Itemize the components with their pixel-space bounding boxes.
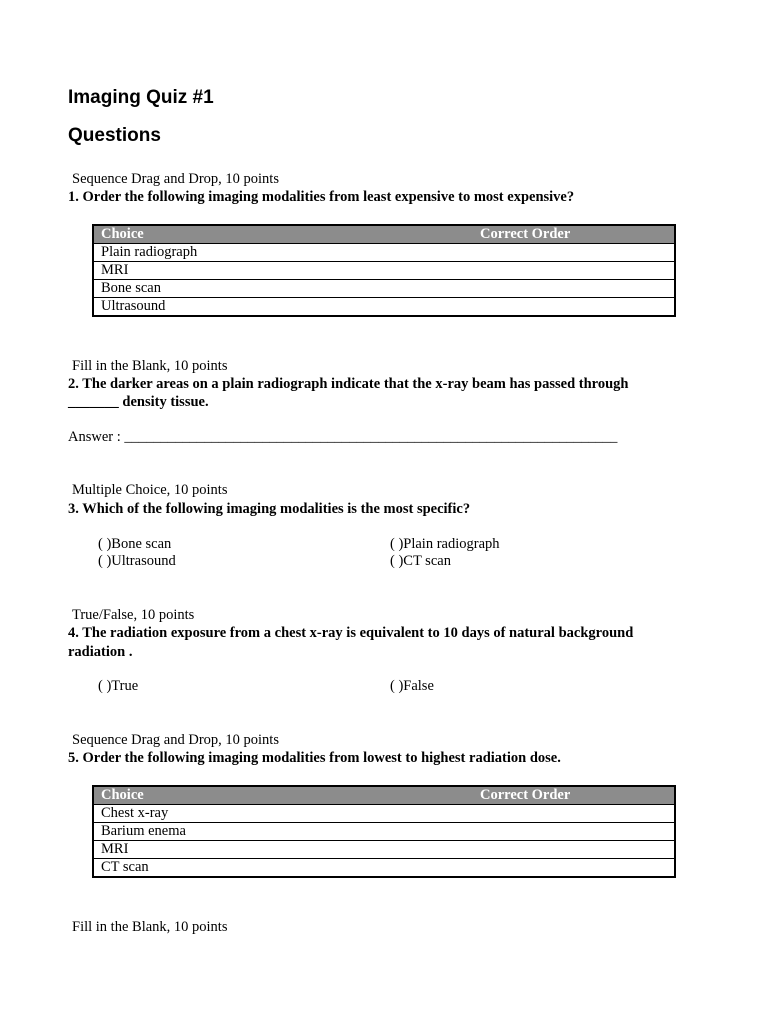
correct-order-header: Correct Order [480,786,675,805]
question-2-text-line2: _______ density tissue. [68,394,209,410]
question-5-text: 5. Order the following imaging modalities from lowest to highest radiation dose. [68,750,561,766]
table-header [93,225,675,244]
table-row[interactable] [93,859,675,878]
correct-order-header: Correct Order [480,225,675,244]
question-3-type: Multiple Choice, 10 points [72,482,228,498]
question-1-type: Sequence Drag and Drop, 10 points [72,171,279,187]
table-row[interactable] [93,244,675,262]
choice-cell[interactable]: MRI [93,262,675,280]
choice-cell[interactable]: Bone scan [93,280,675,298]
table-row[interactable] [93,298,675,317]
choice-header: Choice [93,786,480,805]
table-row[interactable] [93,823,675,841]
question-5-type: Sequence Drag and Drop, 10 points [72,732,279,748]
table-row[interactable] [93,262,675,280]
option-ct-scan[interactable]: ( )CT scan [390,553,451,569]
table-row[interactable] [93,280,675,298]
question-4-type: True/False, 10 points [72,607,195,623]
question-4-text-line2: radiation . [68,644,133,660]
choice-cell[interactable]: Barium enema [93,823,675,841]
table-row[interactable] [93,841,675,859]
question-2-answer-field[interactable]: Answer : ____________________________________________________________________ [68,429,618,445]
quiz-title: Imaging Quiz #1 [68,87,214,108]
question-3-text: 3. Which of the following imaging modalities is the most specific? [68,501,471,517]
choice-cell[interactable]: Plain radiograph [93,244,675,262]
choice-cell[interactable]: MRI [93,841,675,859]
table-header [93,786,675,805]
option-plain-radiograph[interactable]: ( )Plain radiograph [390,536,500,552]
choice-cell[interactable]: CT scan [93,859,675,878]
option-ultrasound[interactable]: ( )Ultrasound [98,553,176,569]
option-false[interactable]: ( )False [390,678,434,694]
question-5-table [92,785,676,878]
question-6-type: Fill in the Blank, 10 points [72,919,228,935]
option-bone-scan[interactable]: ( )Bone scan [98,536,172,552]
question-1-text: 1. Order the following imaging modalities from least expensive to most expensive? [68,189,575,205]
question-2-text-line1: 2. The darker areas on a plain radiograph indicate that the x-ray beam has passed through [68,376,629,392]
question-2-type: Fill in the Blank, 10 points [72,358,228,374]
choice-cell[interactable]: Ultrasound [93,298,675,317]
table-row[interactable] [93,805,675,823]
section-title: Questions [68,125,161,146]
option-true[interactable]: ( )True [98,678,139,694]
question-4-text-line1: 4. The radiation exposure from a chest x-ray is equivalent to 10 days of natural background [68,625,634,641]
choice-cell[interactable]: Chest x-ray [93,805,675,823]
question-1-table [92,224,676,317]
choice-header: Choice [93,225,480,244]
